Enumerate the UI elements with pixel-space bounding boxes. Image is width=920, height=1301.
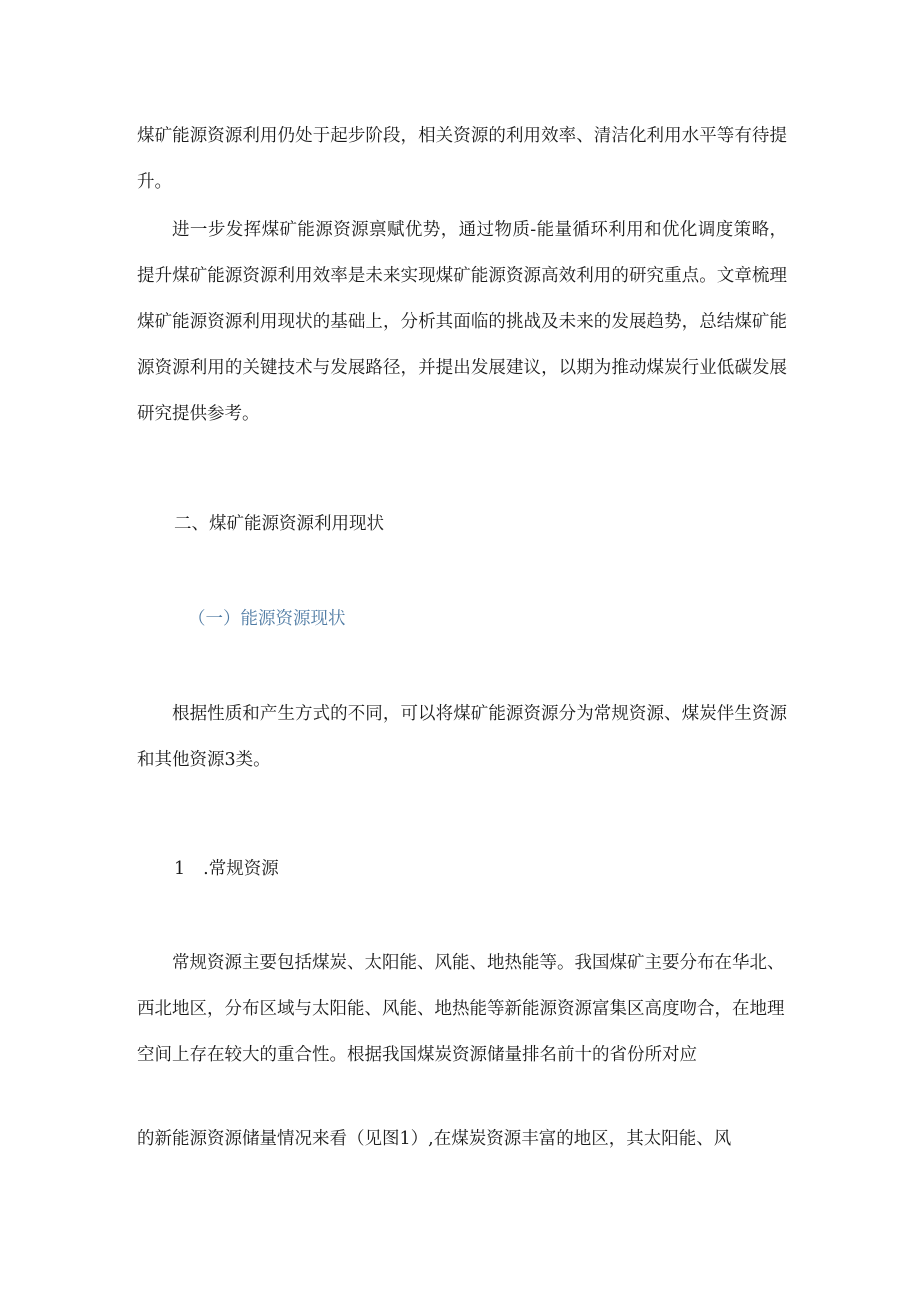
list-item-number: 1 — [174, 859, 186, 879]
list-item-heading-conventional-resources — [174, 855, 279, 880]
paragraph-new-energy-reserves: 的新能源资源储量情况来看（见图1）,在煤炭资源丰富的地区，其太阳能、风 — [137, 1129, 732, 1149]
subsection-heading-1: （一）能源资源现状 — [188, 609, 346, 629]
paragraph-conventional-resources: 常规资源主要包括煤炭、太阳能、风能、地热能等。我国煤矿主要分布在华北、西北地区，分布区域与太阳能、风能、地热能等新能源资源富集区高度吻合，在地理空间上存在较大的重合性。根据我国煤炭资源储量排名前十的省份所对应 — [137, 953, 785, 1065]
paragraph-continuation: 煤矿能源资源利用仍处于起步阶段，相关资源的利用效率、清洁化利用水平等有待提升。 — [137, 126, 787, 192]
paragraph-intro-research-focus: 进一步发挥煤矿能源资源禀赋优势，通过物质-能量循环利用和优化调度策略，提升煤矿能源资源利用效率是未来实现煤矿能源资源高效利用的研究重点。文章梳理煤矿能源资源利用现状的基础上，分析其面临的挑战及未来的发展趋势，总结煤矿能源资源利用的关键技术与发展路径，并提出发展建议，以期为推动煤炭行业低碳发展研究提供参考。 — [137, 220, 787, 424]
list-item-title: .常规资源 — [203, 859, 279, 879]
section-heading-2: 二、煤矿能源资源利用现状 — [174, 514, 384, 534]
paragraph-resource-classification: 根据性质和产生方式的不同，可以将煤矿能源资源分为常规资源、煤炭伴生资源和其他资源3类。 — [137, 704, 787, 770]
